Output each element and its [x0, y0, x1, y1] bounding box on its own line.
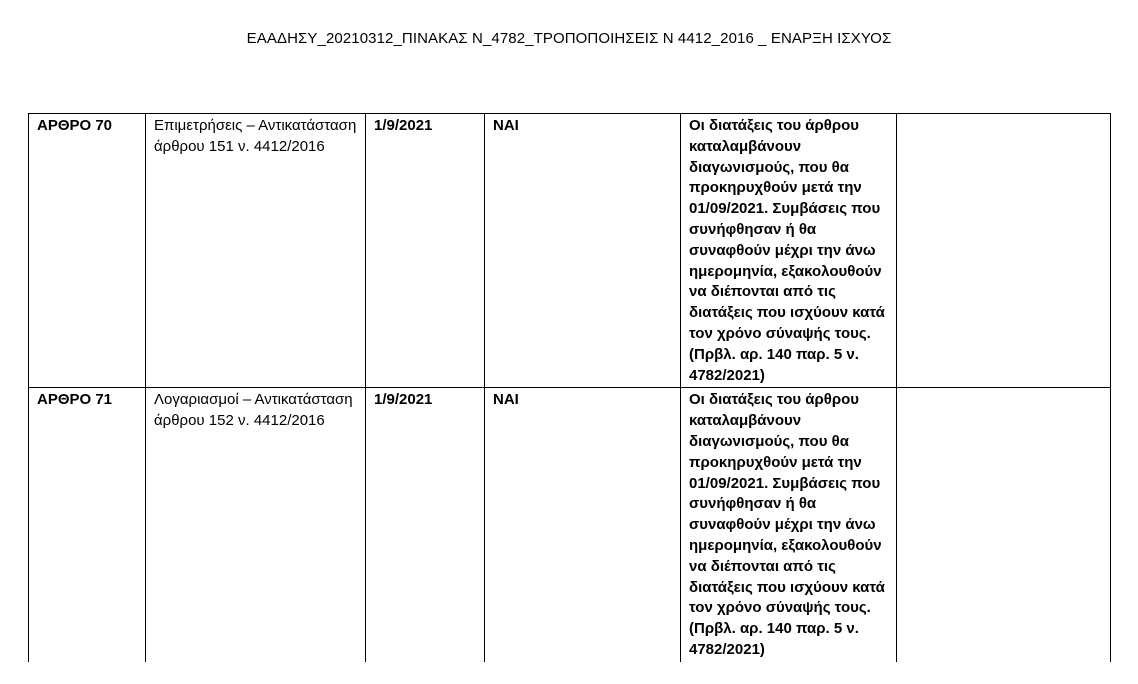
description-cell: Λογαριασμοί – Αντικατάσταση άρθρου 152 ν. 4412/2016	[146, 388, 366, 662]
extra-cell	[897, 114, 1111, 388]
notes-cell: Οι διατάξεις του άρθρου καταλαμβάνουν διαγωνισμούς, που θα προκηρυχθούν μετά την 01/09/2021. Συμβάσεις που συνήφθησαν ή θα συναφθούν μέχρι την άνω ημερομηνία, εξακολουθούν να διέπονται από τις διατάξεις που ισχύουν κατά τον χρόνο σύναψής τους. (Πρβλ. αρ. 140 παρ. 5 ν. 4782/2021)	[681, 388, 897, 662]
extra-cell	[897, 388, 1111, 662]
table-row	[29, 388, 1111, 662]
description-cell: Επιμετρήσεις – Αντικατάσταση άρθρου 151 ν. 4412/2016	[146, 114, 366, 388]
notes-cell: Οι διατάξεις του άρθρου καταλαμβάνουν διαγωνισμούς, που θα προκηρυχθούν μετά την 01/09/2021. Συμβάσεις που συνήφθησαν ή θα συναφθούν μέχρι την άνω ημερομηνία, εξακολουθούν να διέπονται από τις διατάξεις που ισχύουν κατά τον χρόνο σύναψής τους. (Πρβλ. αρ. 140 παρ. 5 ν. 4782/2021)	[681, 114, 897, 388]
article-cell: ΑΡΘΡΟ 70	[29, 114, 146, 388]
document-header: ΕΑΑΔΗΣΥ_20210312_ΠΙΝΑΚΑΣ Ν_4782_ΤΡΟΠΟΠΟΙΗΣΕΙΣ Ν 4412_2016 _ ΕΝΑΡΞΗ ΙΣΧΥΟΣ	[246, 30, 892, 47]
date-cell: 1/9/2021	[366, 114, 485, 388]
date-cell: 1/9/2021	[366, 388, 485, 662]
flag-cell: ΝΑΙ	[485, 388, 681, 662]
article-cell: ΑΡΘΡΟ 71	[29, 388, 146, 662]
table-row	[29, 114, 1111, 388]
flag-cell: ΝΑΙ	[485, 114, 681, 388]
provisions-table	[28, 113, 1111, 662]
